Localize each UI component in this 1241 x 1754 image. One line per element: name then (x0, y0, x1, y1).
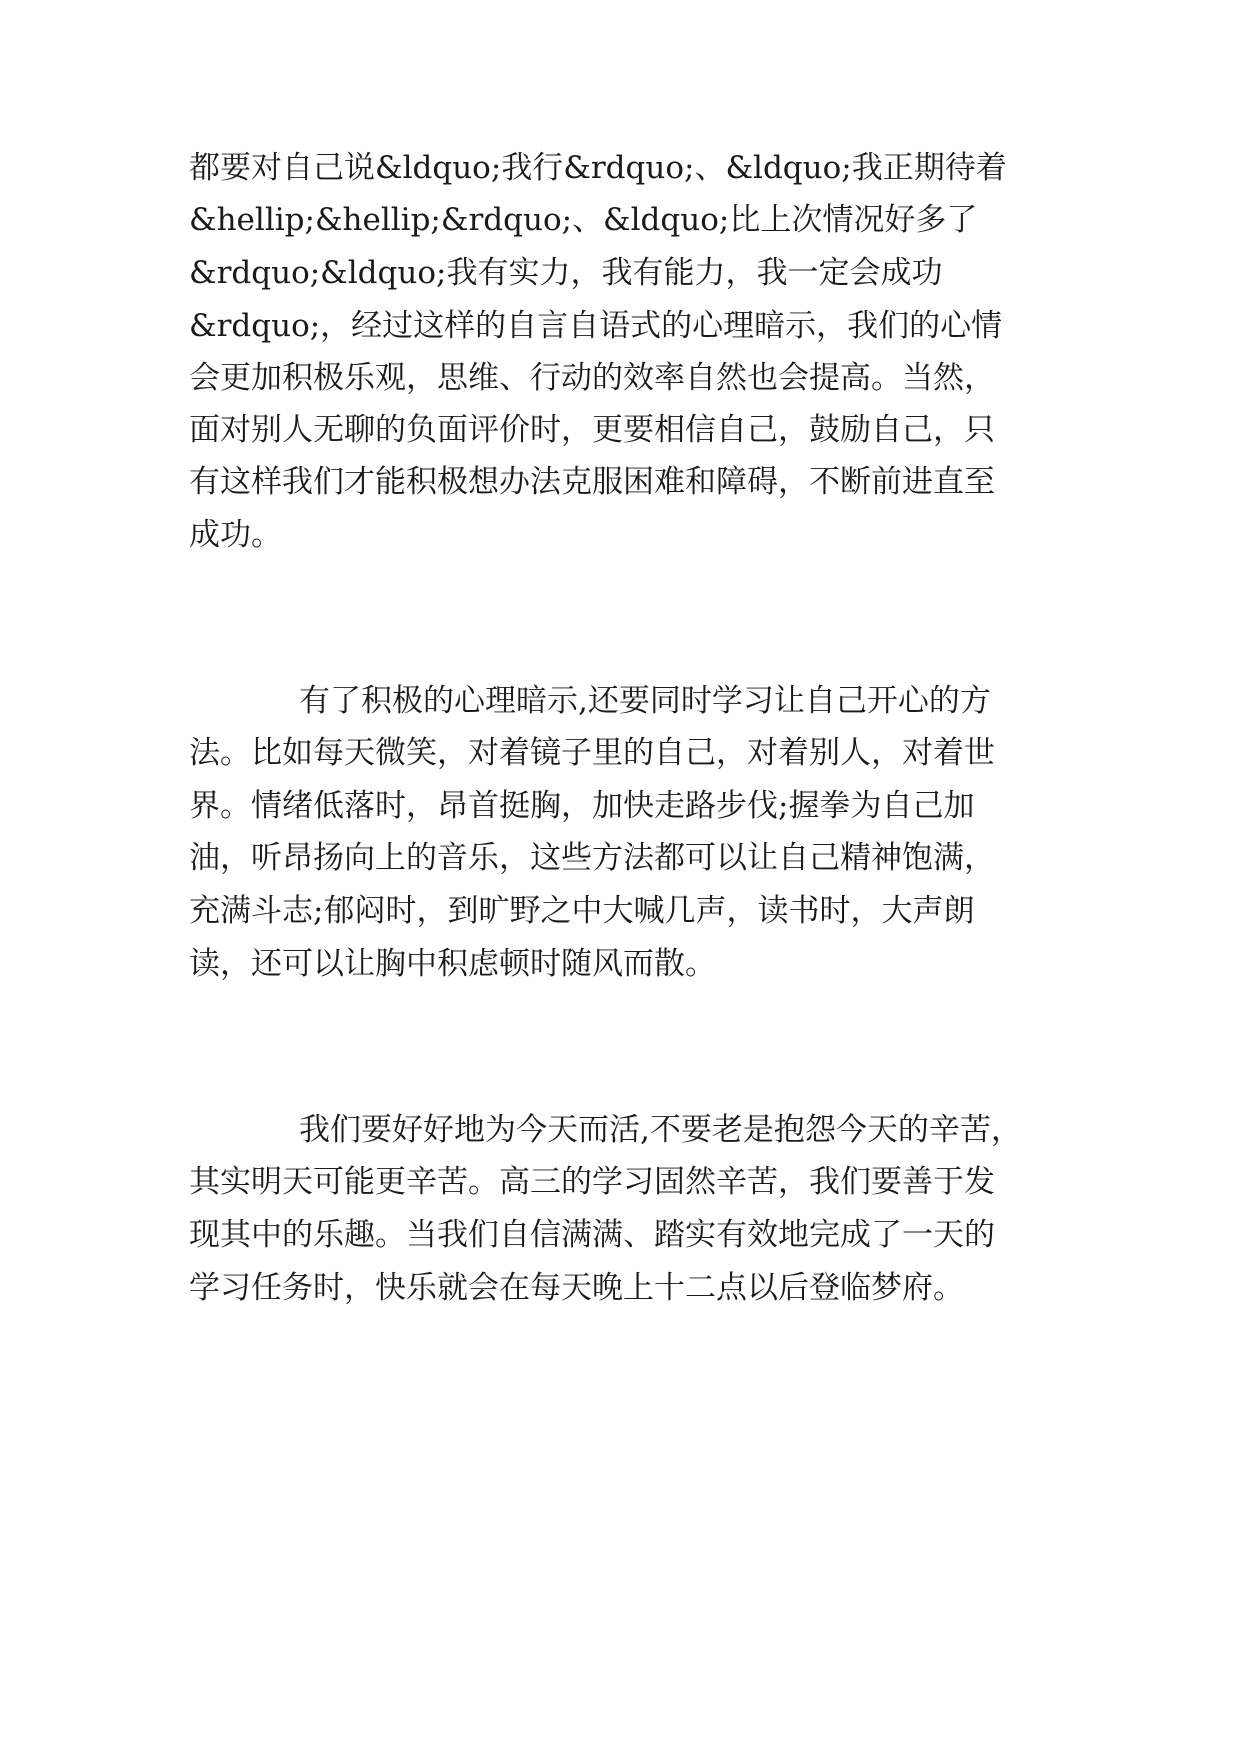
text-segment: 会更加积极乐观，思维、行动的效率自然也会提高。当然， (189, 360, 995, 396)
paragraph-1-line-5 (189, 358, 1059, 398)
paragraph-2-line-4 (189, 838, 1059, 878)
text-segment: 有了积极的心理暗示,还要同时学习让自己开心的方 (299, 683, 991, 719)
text-segment: 都要对自己说&ldquo;我行&rdquo;、&ldquo;我正期待着 (189, 150, 1007, 186)
paragraph-2-line-1 (299, 681, 1059, 721)
text-segment: 现其中的乐趣。当我们自信满满、踏实有效地完成了一天的 (189, 1217, 995, 1253)
paragraph-1-line-3 (189, 253, 1059, 293)
paragraph-2-line-6 (189, 944, 1059, 984)
text-segment: 界。情绪低落时，昂首挺胸，加快走路步伐;握拳为自己加 (189, 788, 975, 824)
text-segment: &hellip;&hellip;&rdquo;、&ldquo;比上次情况好多了 (189, 202, 978, 238)
paragraph-3-line-1 (299, 1110, 1059, 1150)
text-segment: 充满斗志;郁闷时，到旷野之中大喊几声，读书时，大声朗 (189, 893, 975, 929)
text-segment: 学习任务时，快乐就会在每天晚上十二点以后登临梦府。 (189, 1270, 964, 1306)
paragraph-1-line-7 (189, 462, 1059, 502)
text-segment: 有这样我们才能积极想办法克服困难和障碍，不断前进直至 (189, 464, 995, 500)
paragraph-3-line-4 (189, 1268, 1059, 1308)
text-segment: 我们要好好地为今天而活,不要老是抱怨今天的辛苦， (299, 1112, 1022, 1148)
paragraph-1-line-8 (189, 515, 1059, 555)
paragraph-2-line-2 (189, 733, 1059, 773)
paragraph-1-line-6 (189, 410, 1059, 450)
text-segment: 面对别人无聊的负面评价时，更要相信自己，鼓励自己，只 (189, 412, 995, 448)
paragraph-1-line-2 (189, 200, 1059, 240)
paragraph-1-line-4 (189, 306, 1059, 346)
paragraph-3-line-3 (189, 1215, 1059, 1255)
paragraph-3-line-2 (189, 1162, 1059, 1202)
text-segment: 其实明天可能更辛苦。高三的学习固然辛苦，我们要善于发 (189, 1164, 995, 1200)
text-segment: 读，还可以让胸中积虑顿时随风而散。 (189, 946, 716, 982)
text-segment: &rdquo;&ldquo;我有实力，我有能力，我一定会成功 (189, 255, 943, 291)
text-segment: 油，听昂扬向上的音乐，这些方法都可以让自己精神饱满， (189, 840, 995, 876)
text-segment: &rdquo;，经过这样的自言自语式的心理暗示，我们的心情 (189, 308, 1003, 344)
text-segment: 成功。 (189, 517, 282, 553)
paragraph-2-line-5 (189, 891, 1059, 931)
paragraph-1-line-1 (189, 148, 1059, 188)
text-segment: 法。比如每天微笑，对着镜子里的自己，对着别人，对着世 (189, 735, 995, 771)
paragraph-2-line-3 (189, 786, 1059, 826)
